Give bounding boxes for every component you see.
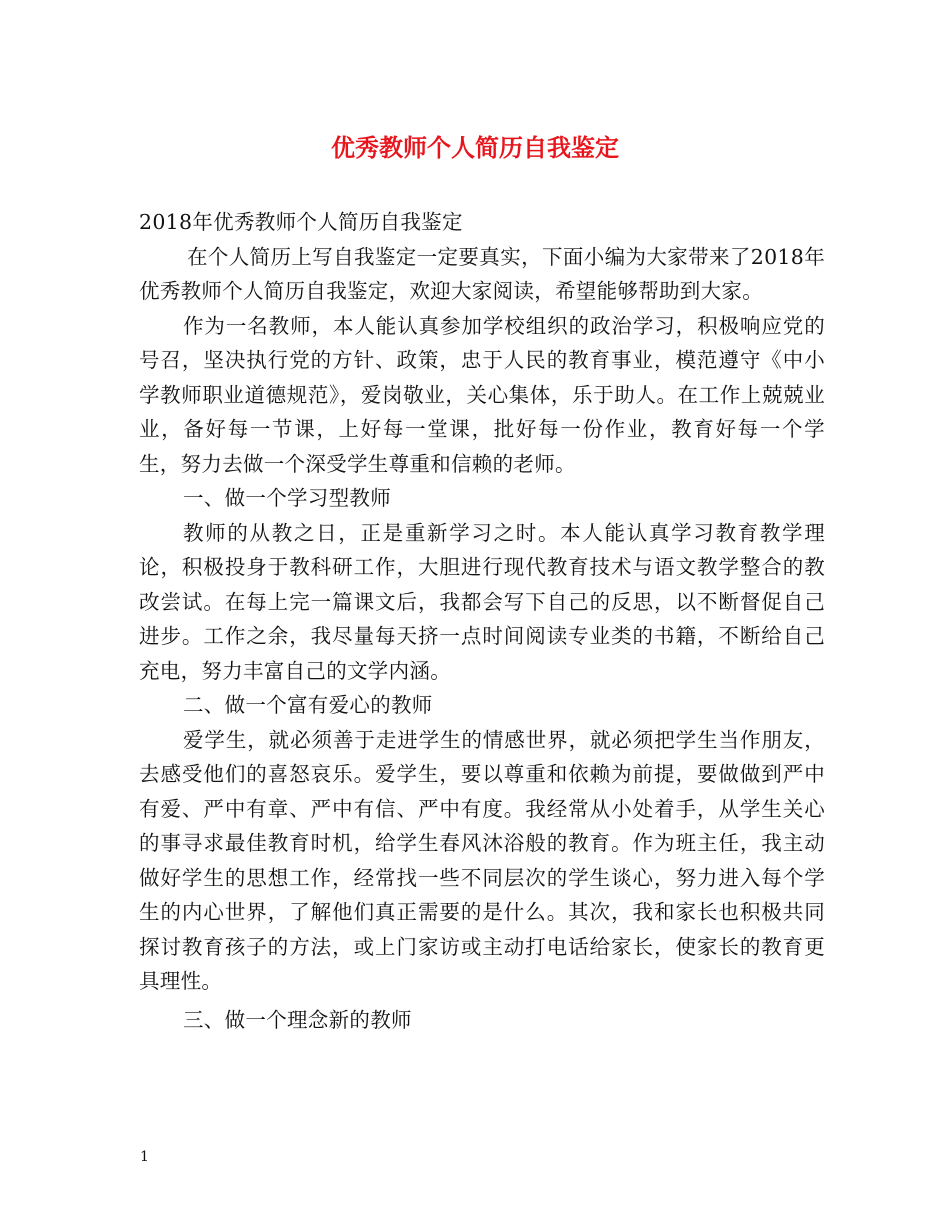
section-heading-new-concept-teacher: 三、做一个理念新的教师 [183, 1007, 412, 1032]
intro-paragraph: 在个人简历上写自我鉴定一定要真实，下面小编为大家带来了2018年优秀教师个人简历自我鉴定，欢迎大家阅读，希望能够帮助到大家。 [139, 244, 825, 303]
body-paragraph: 作为一名教师，本人能认真参加学校组织的政治学习，积极响应党的号召，坚决执行党的方针、政策，忠于人民的教育事业，模范遵守《中小学教师职业道德规范》，爱岗敬业，关心集体，乐于助人。在工作上兢兢业业，备好每一节课，上好每一堂课，批好每一份作业，教育好每一个学生，努力去做一个深受学生尊重和信赖的老师。 [139, 313, 825, 476]
section-heading-learning-teacher: 一、做一个学习型教师 [183, 486, 391, 510]
body-paragraph: 爱学生，就必须善于走进学生的情感世界，就必须把学生当作朋友，去感受他们的喜怒哀乐。爱学生，要以尊重和依赖为前提，要做做到严中有爱、严中有章、严中有信、严中有度。我经常从小处着手，从学生关心的事寻求最佳教育时机，给学生春风沐浴般的教育。作为班主任，我主动做好学生的思想工作，经常找一些不同层次的学生谈心，努力进入每个学生的内心世界，了解他们真正需要的是什么。其次，我和家长也积极共同探讨教育孩子的方法，或上门家访或主动打电话给家长，使家长的教育更具理性。 [139, 727, 825, 993]
document-body [139, 205, 825, 1037]
document-subtitle: 2018年优秀教师个人简历自我鉴定 [139, 210, 463, 234]
section-heading-caring-teacher: 二、做一个富有爱心的教师 [183, 693, 433, 717]
body-paragraph: 教师的从教之日，正是重新学习之时。本人能认真学习教育教学理论，积极投身于教科研工作，大胆进行现代教育技术与语文教学整合的教改尝试。在每上完一篇课文后，我都会写下自己的反思，以不断督促自己进步。工作之余，我尽量每天挤一点时间阅读专业类的书籍，不断给自己充电，努力丰富自己的文学内涵。 [139, 520, 825, 683]
document-title: 优秀教师个人简历自我鉴定 [331, 133, 619, 162]
page-number: 1 [140, 1149, 149, 1165]
